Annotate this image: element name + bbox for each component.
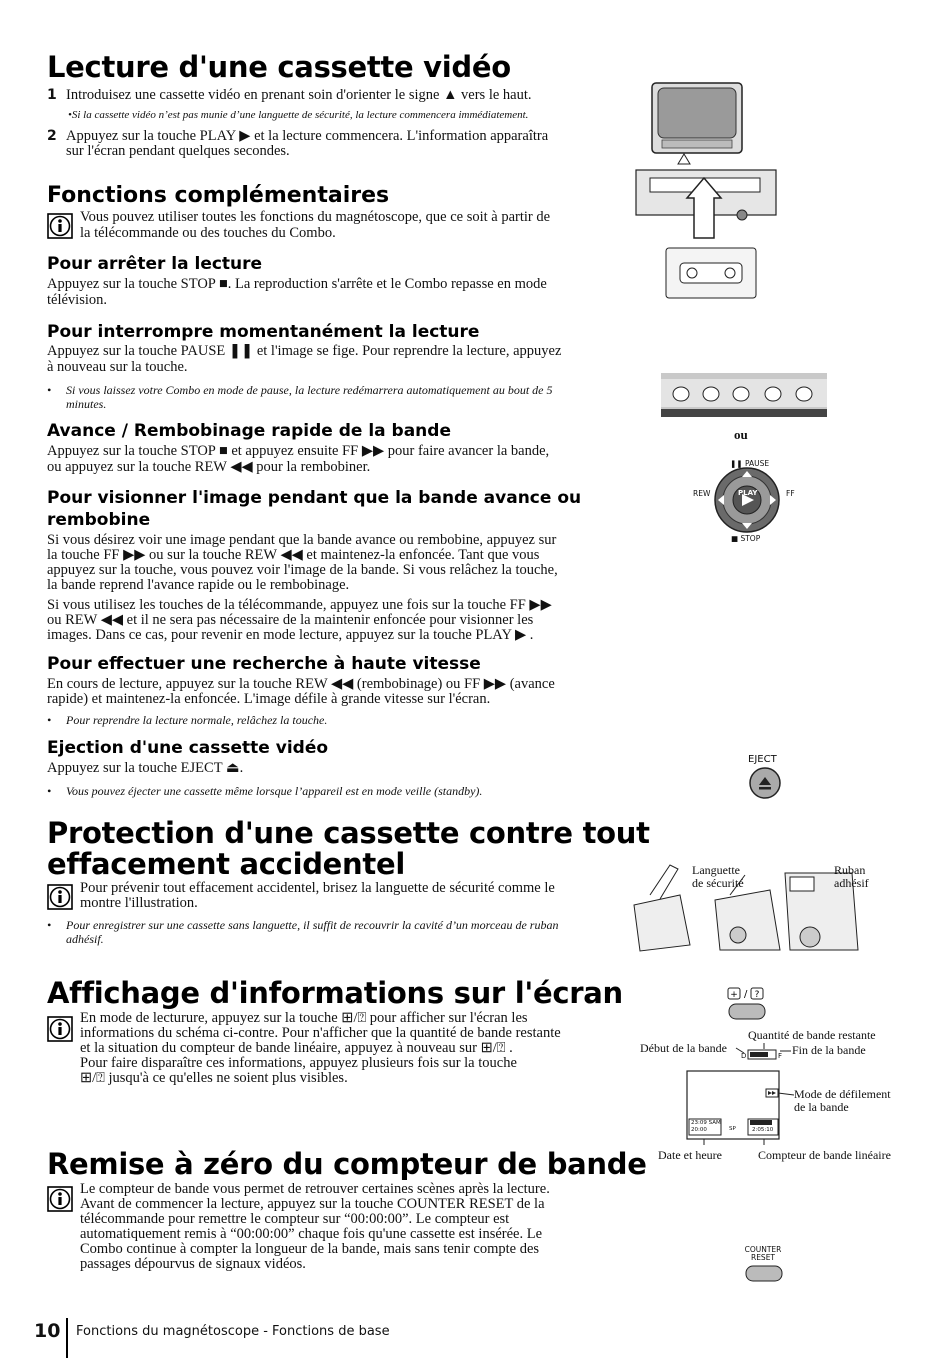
paragraph: ⊞/⍰ jusqu'à ce qu'elles ne soient plus visibles. [80, 1070, 348, 1086]
subsection-title: rembobine [47, 510, 151, 530]
paragraph: Appuyez sur la touche PAUSE ❚❚ et l'image se fige. Pour reprendre la lecture, appuyez [47, 343, 562, 359]
paragraph: montre l'illustration. [80, 895, 198, 911]
note-text: Vous pouvez éjecter une cassette même lorsque l’appareil est en mode veille (standby). [66, 784, 483, 798]
osd-label: de la bande [794, 1100, 849, 1114]
step-text: Introduisez une cassette vidéo en prenant soin d'orienter le signe ▲ vers le haut. [66, 87, 532, 103]
tab-label: Languette [692, 863, 740, 877]
paragraph: et la situation du compteur de bande linéaire, appuyez à nouveau sur ⊞/⍰ . [80, 1040, 513, 1056]
osd-label: Compteur de bande linéaire [758, 1148, 891, 1162]
osd-label: Mode de défilement [794, 1087, 891, 1101]
intro-text: la télécommande ou des touches du Combo. [80, 225, 336, 241]
subsection-title: Pour interrompre momentanément la lecture [47, 322, 480, 342]
subsection-title: Ejection d'une cassette vidéo [47, 738, 329, 758]
counter-label-line: RESET [750, 1253, 776, 1262]
section-title-osd: Affichage d'informations sur l'écran [47, 976, 623, 1010]
paragraph: images. Dans ce cas, pour revenir en mode lecture, appuyez sur la touche PLAY ▶ . [47, 627, 534, 643]
tape-label: adhésif [834, 876, 869, 890]
osd-sp: SP [729, 1126, 736, 1132]
svg-text:+: + [730, 990, 738, 1000]
page-number: 10 [34, 1320, 61, 1342]
osd-clock: 20:00 [691, 1127, 707, 1133]
counter-label-line: COUNTER [744, 1245, 782, 1254]
eject-label: EJECT [748, 754, 777, 765]
paragraph: télévision. [47, 292, 108, 308]
subsection-title: Pour effectuer une recherche à haute vitesse [47, 654, 481, 674]
ff-label: FF [786, 489, 795, 498]
note-text: minutes. [66, 397, 107, 411]
section-title-counter-reset: Remise à zéro du compteur de bande [47, 1147, 647, 1181]
paragraph: Appuyez sur la touche STOP ■ et appuyez ensuite FF ▶▶ pour faire avancer la bande, [47, 443, 550, 459]
subsection-title: Avance / Rembobinage rapide de la bande [47, 421, 451, 441]
intro-text: Vous pouvez utiliser toutes les fonctions du magnétoscope, que ce soit à partir de [80, 209, 551, 225]
note-text: Si vous laissez votre Combo en mode de pause, la lecture redémarrera automatiquement au bout de 5 [66, 383, 553, 397]
info-icon [47, 1186, 73, 1212]
paragraph: la bande reprend l'avance rapide ou le rembobinage. [47, 577, 350, 593]
step-number: 1 [47, 87, 57, 103]
section-title-functions: Fonctions complémentaires [47, 183, 390, 208]
paragraph: Si vous désirez voir une image pendant que la bande avance ou rembobine, appuyez sur [47, 532, 557, 548]
footer-divider [66, 1318, 68, 1358]
tab-label: de sécurité [692, 876, 744, 890]
subsection-title: Pour visionner l'image pendant que la bande avance ou [47, 488, 582, 508]
tv-cassette-illustration [632, 78, 782, 300]
step-number: 2 [47, 128, 57, 144]
tape-label: Ruban [834, 863, 866, 877]
paragraph: passages dépourvus de signaux vidéos. [80, 1256, 306, 1272]
step-text: Appuyez sur la touche PLAY ▶ et la lecture commencera. L'information apparaîtra [66, 128, 549, 144]
or-label: ou [734, 427, 748, 442]
osd-label: Fin de la bande [792, 1043, 866, 1057]
osd-label: Début de la bande [640, 1041, 727, 1055]
paragraph: En cours de lecture, appuyez sur la touche REW ◀◀ (rembobinage) ou FF ▶▶ (avance [47, 676, 555, 692]
step-note: •Si la cassette vidéo n’est pas munie d’une languette de sécurité, la lecture commencera immédiatement. [68, 109, 529, 121]
paragraph: appuyez sur la touche, vous pouvez voir l'image de la bande. Si vous relâchez la touche, [47, 562, 558, 578]
info-icon [47, 213, 73, 239]
counter-reset-button-icon [744, 1265, 784, 1283]
info-icon [47, 884, 73, 910]
note-bullet: • [47, 784, 52, 798]
paragraph: En mode de lecturure, appuyez sur la touche ⊞/⍰ pour afficher sur l'écran les [80, 1010, 528, 1026]
note-text: Pour enregistrer sur une cassette sans languette, il suffit de recouvrir la cavité d’un morceau de ruban [66, 918, 559, 932]
subsection-title: Pour arrêter la lecture [47, 254, 263, 274]
info-icon [47, 1016, 73, 1042]
paragraph: Pour faire disparaître ces informations, appuyez plusieurs fois sur la touche [80, 1055, 517, 1071]
section-title-protection: Protection d'une cassette contre tout [47, 816, 650, 850]
note-text: adhésif. [66, 932, 104, 946]
note-bullet: • [47, 713, 52, 727]
paragraph: Pour prévenir tout effacement accidentel, brisez la languette de sécurité comme le [80, 880, 555, 896]
osd-d: D [741, 1052, 747, 1060]
paragraph: Combo continue à compter la longueur de la bande, mais sans tenir compte des [80, 1241, 540, 1257]
display-button-icon [726, 987, 768, 1021]
paragraph: Avant de commencer la lecture, appuyez sur la touche COUNTER RESET de la [80, 1196, 545, 1212]
stop-label: ■ STOP [731, 534, 761, 543]
svg-text:?: ? [754, 990, 760, 1000]
paragraph: automatiquement remis à “00:00:00” chaque fois qu'une cassette est insérée. Le [80, 1226, 543, 1242]
front-panel-buttons [661, 373, 827, 417]
note-bullet: • [47, 383, 52, 397]
svg-text:/: / [744, 989, 748, 1000]
remote-dpad [712, 465, 782, 535]
paragraph: Le compteur de bande vous permet de retrouver certaines scènes après la lecture. [80, 1181, 550, 1197]
paragraph: ou appuyez sur la touche REW ◀◀ pour la rembobiner. [47, 459, 371, 475]
paragraph: Si vous utilisez les touches de la télécommande, appuyez une fois sur la touche FF ▶▶ [47, 597, 552, 613]
paragraph: ou REW ◀◀ et il ne sera pas nécessaire de la maintenir enfoncée pour visionner les [47, 612, 534, 628]
note-text: Pour reprendre la lecture normale, relâchez la touche. [66, 713, 328, 727]
paragraph: rapide) et maintenez-la enfoncée. L'image défile à grande vitesse sur l'écran. [47, 691, 491, 707]
paragraph: télécommande pour remettre le compteur sur “00:00:00”. Le compteur est [80, 1211, 510, 1227]
pause-label: ❚❚ PAUSE [730, 459, 770, 468]
osd-time: 23:09 SAM [691, 1120, 721, 1126]
eject-button-icon [748, 766, 782, 800]
section-title-playback: Lecture d'une cassette vidéo [47, 50, 511, 84]
note-bullet: • [47, 918, 52, 932]
osd-counter-value: 2:05:10 [752, 1127, 774, 1133]
play-label: PLAY [738, 489, 758, 497]
step-text: sur l'écran pendant quelques secondes. [66, 143, 290, 159]
osd-label: Quantité de bande restante [748, 1028, 876, 1042]
cassette-tab-illustration [630, 855, 862, 955]
paragraph: à nouveau sur la touche. [47, 359, 188, 375]
osd-f: F [778, 1052, 783, 1060]
paragraph: la touche FF ▶▶ ou sur la touche REW ◀◀ et maintenez-la enfoncée. Tant que vous [47, 547, 540, 563]
paragraph: Appuyez sur la touche EJECT ⏏. [47, 760, 244, 776]
footer-text: Fonctions du magnétoscope - Fonctions de base [76, 1324, 390, 1339]
counter-reset-label [743, 1246, 783, 1262]
section-title-protection: effacement accidentel [47, 847, 405, 881]
rew-label: REW [693, 489, 711, 498]
paragraph: informations du schéma ci-contre. Pour n'afficher que la quantité de bande restante [80, 1025, 561, 1041]
osd-label: Date et heure [658, 1148, 722, 1162]
paragraph: Appuyez sur la touche STOP ■. La reproduction s'arrête et le Combo repasse en mode [47, 276, 547, 292]
